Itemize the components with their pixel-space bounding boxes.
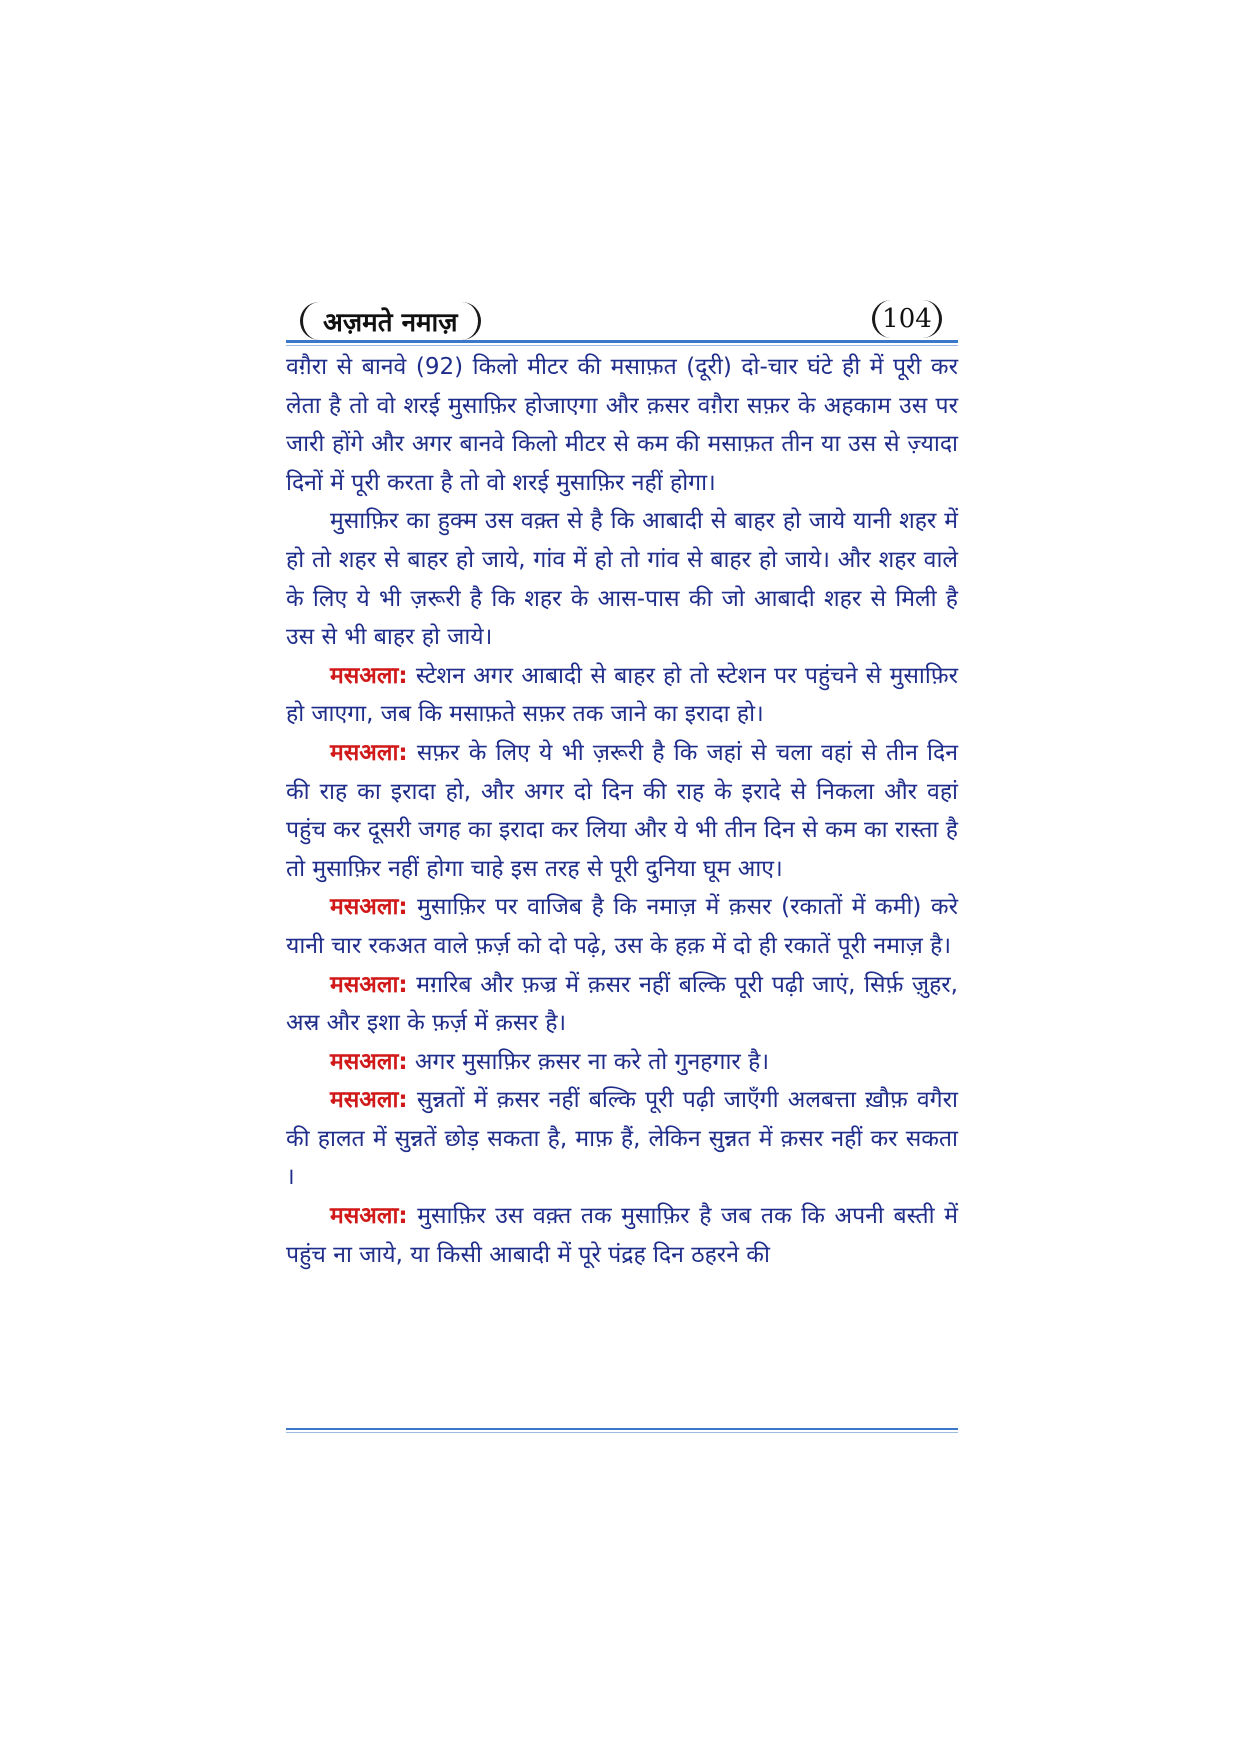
masala-label: मसअला: (330, 971, 408, 998)
header-rule-thin (286, 345, 958, 346)
masala-label: मसअला: (330, 739, 408, 766)
paragraph-text: मुसाफ़िर उस वक़्त तक मुसाफ़िर है जब तक कि अपनी बस्ती में पहुंच ना जाये, या किसी आबादी में पूरे पंद्रह दिन ठहरने की (286, 1203, 958, 1268)
masala-label: मसअला: (330, 1203, 408, 1230)
paragraph-text: मुसाफ़िर पर वाजिब है कि नमाज़ में क़सर (रकातों में कमी) करे यानी चार रकअत वाले फ़र्ज़ को दो पढ़े, उस के हक़ में दो ही रकातें पूरी नमाज़ है। (286, 894, 958, 959)
masala-paragraph (286, 966, 958, 1043)
footer-rule-thin (286, 1432, 958, 1433)
paragraph (286, 348, 958, 502)
paragraph-text: मग़रिब और फ़ज्र में क़सर नहीं बल्कि पूरी पढ़ी जाएं, सिर्फ़ ज़ुहर, अस्र और इशा के फ़र्ज़ में क़सर है। (286, 971, 958, 1037)
paragraph-text: सफ़र के लिए ये भी ज़रूरी है कि जहां से चला वहां से तीन दिन की राह का इरादा हो, और अगर दो दिन की राह के इरादे से निकला और वहां पहुंच कर दूसरी जगह का इरादा कर लिया और ये भी तीन दिन से कम का रास्ता है तो मुसाफ़िर नहीं होगा चाहे इस तरह से पूरी दुनिया घूम आए। (286, 739, 958, 882)
paragraph-text: वग़ैरा से बानवे (92) किलो मीटर की मसाफ़त (दूरी) दो-चार घंटे ही में पूरी कर लेता है तो वो शरई मुसाफ़िर होजाएगा और क़सर वग़ैरा सफ़र के अहकाम उस पर जारी होंगे और अगर बानवे किलो मीटर से कम की मसाफ़त तीन या उस से ज़्यादा दिनों में पूरी करता है तो वो शरई मुसाफ़िर नहीं होगा। (286, 354, 958, 496)
masala-paragraph (286, 1043, 958, 1082)
paragraph-text: मुसाफ़िर का हुक्म उस वक़्त से है कि आबादी से बाहर हो जाये यानी शहर में हो तो शहर से बाहर हो जाये, गांव में हो तो गांव से बाहर हो जाये। और शहर वाले के लिए ये भी ज़रूरी है कि शहर के आस-पास की जो आबादी शहर से मिली है उस से भी बाहर हो जाये। (286, 508, 958, 651)
footer-rule (286, 1428, 958, 1430)
book-title: अज़मते नमाज़ (300, 302, 481, 340)
masala-label: मसअला: (330, 662, 408, 689)
running-header (286, 300, 958, 344)
masala-label: मसअला: (330, 1048, 408, 1075)
paragraph-text: स्टेशन अगर आबादी से बाहर हो तो स्टेशन पर पहुंचने से मुसाफ़िर हो जाएगा, जब कि मसाफ़ते सफ़र तक जाने का इरादा हो। (286, 662, 958, 728)
paragraph-text: अगर मुसाफ़िर क़सर ना करे तो गुनहगार है। (407, 1048, 770, 1075)
body-text (286, 348, 958, 1274)
masala-paragraph (286, 734, 958, 888)
masala-paragraph (286, 1081, 958, 1197)
masala-paragraph (286, 1197, 958, 1274)
header-rule (286, 340, 958, 343)
masala-paragraph (286, 888, 958, 965)
paragraph (286, 502, 958, 656)
masala-label: मसअला: (330, 1087, 408, 1114)
masala-paragraph (286, 657, 958, 734)
masala-label: मसअला: (330, 894, 408, 921)
page-number: 104 (872, 300, 942, 338)
paragraph-text: सुन्नतों में क़सर नहीं बल्कि पूरी पढ़ी जाएँगी अलबत्ता ख़ौफ़ वगैरा की हालत में सुन्नतें छोड़ सकता है, माफ़ हैं, लेकिन सुन्नत में क़सर नहीं कर सकता । (286, 1087, 958, 1191)
